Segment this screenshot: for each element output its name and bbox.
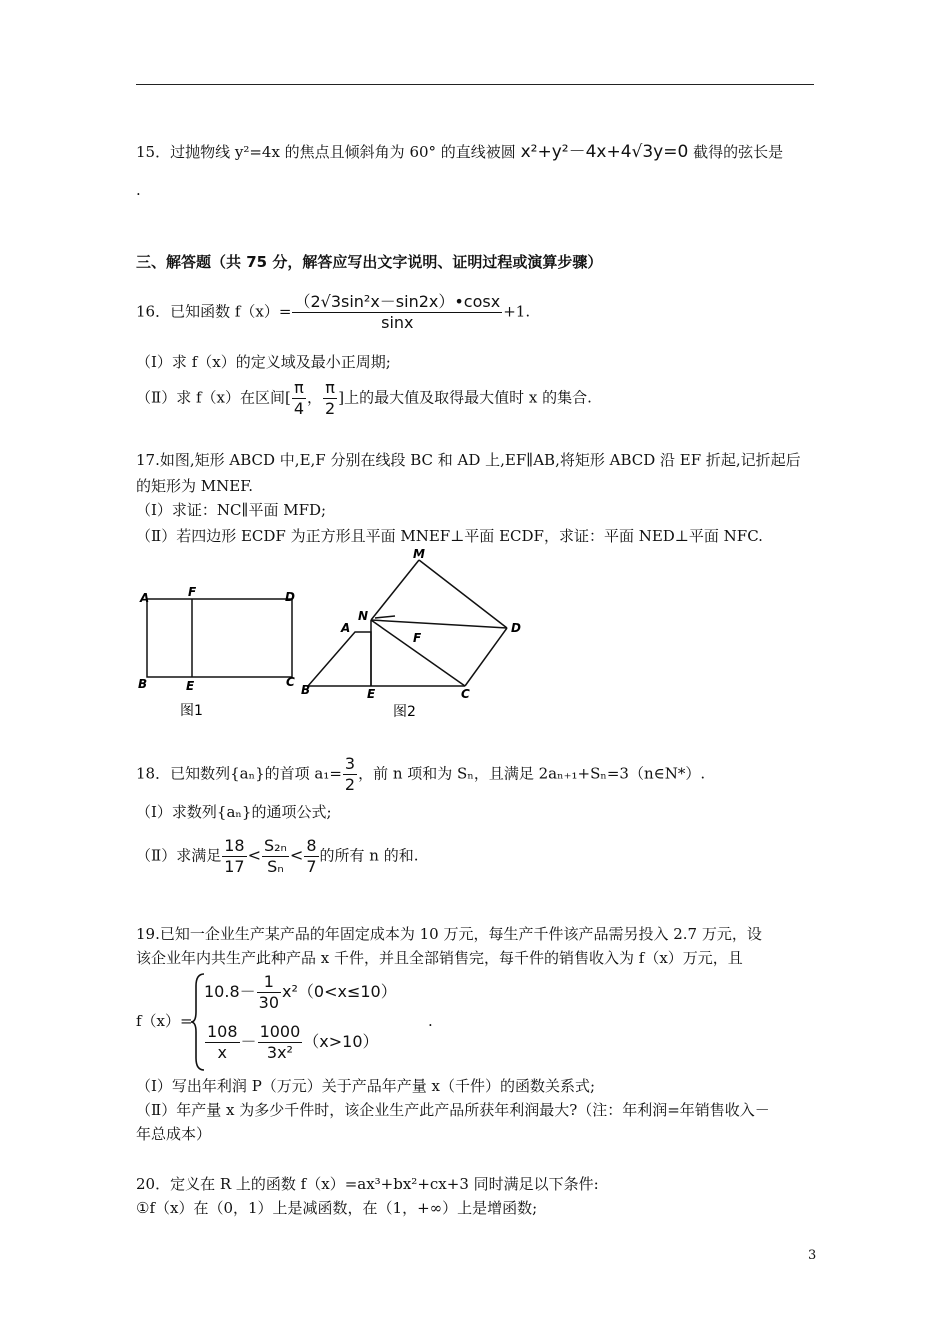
q19-case2-minus: － bbox=[240, 1032, 257, 1051]
q19-tail-dot: . bbox=[428, 1012, 433, 1030]
fig2-label-e: E bbox=[367, 687, 376, 701]
fig1-label-d: D bbox=[285, 590, 295, 604]
page-number: 3 bbox=[808, 1248, 817, 1263]
q18-part2 bbox=[136, 836, 418, 877]
q16-frac2-num: π bbox=[323, 378, 337, 399]
q18-right-den: 7 bbox=[306, 857, 317, 876]
q17-line1: 17.如图,矩形 ABCD 中,E,F 分别在线段 BC 和 AD 上,EF∥AB,将矩形 ABCD 沿 EF 折起,记折起后 bbox=[136, 451, 801, 469]
q19-part2-line1: （Ⅱ）年产量 x 为多少千件时，该企业生产此产品所获年利润最大?（注：年利润=年销售收入－ bbox=[136, 1101, 770, 1119]
q19-case1 bbox=[204, 972, 397, 1013]
q18-left-den: 17 bbox=[224, 857, 245, 876]
fig1-rectangle bbox=[147, 599, 292, 677]
q19-case1-num: 1 bbox=[257, 972, 281, 993]
q18-a1-den: 2 bbox=[344, 775, 356, 794]
q18-mid-fraction bbox=[262, 836, 289, 877]
q18-rest: ，前 n 项和为 Sₙ，且满足 2aₙ₊₁+Sₙ=3（n∈N*）. bbox=[358, 764, 706, 783]
fig2-label-f: F bbox=[413, 631, 422, 645]
q19-line2: 该企业年内共生产此种产品 x 千件，并且全部销售完，每千件的销售收入为 f（x）万元，且 bbox=[136, 949, 743, 967]
q19-case2-b: （x>10） bbox=[303, 1032, 379, 1051]
fig1-caption: 图1 bbox=[180, 703, 203, 719]
q19-case2-fraction2 bbox=[258, 1022, 303, 1063]
fig2-segment-nm bbox=[371, 560, 419, 620]
q17-line2: 的矩形为 MNEF. bbox=[136, 477, 254, 495]
q15-text-a: 15．过抛物线 y²=4x 的焦点且倾斜角为 60° 的直线被圆 bbox=[136, 143, 516, 161]
q19-case2-num2: 1000 bbox=[259, 1022, 301, 1041]
q19-part2-line2: 年总成本） bbox=[136, 1125, 212, 1143]
q18-right-num: 8 bbox=[306, 836, 317, 855]
q19-case1-den: 30 bbox=[258, 993, 279, 1012]
q19-case1-b: x²（0<x≤10） bbox=[282, 982, 397, 1001]
q18-a1-fraction bbox=[343, 754, 357, 795]
fig2-label-d: D bbox=[511, 621, 521, 635]
fig1-label-f: F bbox=[188, 585, 197, 599]
q18-left-fraction bbox=[222, 836, 246, 877]
q17-part2: （Ⅱ）若四边形 ECDF 为正方形且平面 MNEF⊥平面 ECDF，求证：平面 NED⊥平面 NFC. bbox=[136, 527, 763, 545]
q15-dot: . bbox=[136, 181, 141, 199]
q19-part1: （Ⅰ）写出年利润 P（万元）关于产品年产量 x（千件）的函数关系式; bbox=[136, 1077, 596, 1095]
fig2-label-a: A bbox=[341, 621, 351, 635]
q18-line bbox=[136, 754, 705, 795]
q19-case2 bbox=[204, 1022, 379, 1063]
q18-prefix: 18．已知数列{aₙ}的首项 a₁= bbox=[136, 764, 342, 783]
q19-line1: 19.已知一企业生产某产品的年固定成本为 10 万元，每生产千件该产品需另投入 2.7 万元，设 bbox=[136, 925, 762, 943]
q16-suffix: +1. bbox=[503, 302, 531, 321]
q18-lt1: < bbox=[247, 845, 261, 865]
q16-denominator: sinx bbox=[381, 313, 414, 332]
q18-mid-den: Sₙ bbox=[267, 857, 284, 876]
q19-fx-label: f（x）= bbox=[136, 1012, 193, 1030]
q15-equation: x²+y²－4x+4√3y=0 bbox=[520, 142, 689, 162]
q16-line bbox=[136, 292, 530, 333]
q16-frac1-den: 4 bbox=[293, 399, 305, 418]
q16-part1: （Ⅰ）求 f（x）的定义域及最小正周期; bbox=[136, 353, 391, 371]
q16-part2-b: ]上的最大值及取得最大值时 x 的集合. bbox=[338, 388, 592, 407]
fig2-label-b: B bbox=[301, 683, 311, 697]
fig2-label-c: C bbox=[461, 687, 470, 701]
q18-part2-b: 的所有 n 的和. bbox=[319, 846, 419, 865]
q19-case2-den2: 3x² bbox=[266, 1043, 293, 1062]
q18-left-num: 18 bbox=[224, 836, 245, 855]
q16-numerator: （2√3sin²x－sin2x）•cosx bbox=[294, 292, 501, 311]
q15-line bbox=[136, 142, 783, 162]
q18-lt2: < bbox=[289, 845, 304, 865]
q20-line1: 20．定义在 R 上的函数 f（x）=ax³+bx²+cx+3 同时满足以下条件: bbox=[136, 1175, 599, 1193]
q16-part2-a: （Ⅱ）求 f（x）在区间[ bbox=[136, 388, 291, 407]
figure-1 bbox=[130, 582, 310, 722]
q18-right-fraction bbox=[304, 836, 318, 877]
q16-frac1-num: π bbox=[292, 378, 306, 399]
q16-part2 bbox=[136, 378, 592, 419]
q18-part2-a: （Ⅱ）求满足 bbox=[136, 846, 222, 865]
q19-case2-num1: 108 bbox=[207, 1022, 238, 1041]
fig2-segment-md bbox=[419, 560, 507, 628]
fig1-label-e: E bbox=[186, 679, 195, 693]
fig2-caption: 图2 bbox=[393, 704, 416, 720]
fig1-label-c: C bbox=[286, 675, 295, 689]
q15-text-b: 截得的弦长是 bbox=[693, 143, 784, 161]
section-title: 三、解答题（共 75 分，解答应写出文字说明、证明过程或演算步骤） bbox=[136, 253, 603, 271]
fig2-base-left bbox=[308, 632, 371, 686]
q19-case2-fraction1 bbox=[205, 1022, 240, 1063]
q16-frac2-den: 2 bbox=[325, 399, 336, 418]
q16-fraction bbox=[292, 292, 502, 333]
q20-condition1: ①f（x）在（0，1）上是减函数，在（1，+∞）上是增函数; bbox=[136, 1199, 538, 1217]
q19-case1-a: 10.8－ bbox=[204, 982, 256, 1001]
q16-comma: ， bbox=[307, 388, 323, 407]
header-rule bbox=[136, 84, 814, 85]
fig1-label-a: A bbox=[140, 591, 150, 605]
fig2-segment-nc bbox=[371, 620, 465, 686]
q19-case2-den1: x bbox=[217, 1043, 227, 1062]
q18-a1-num: 3 bbox=[344, 754, 356, 773]
q19-case1-fraction bbox=[257, 972, 281, 1013]
q18-mid-num: S₂ₙ bbox=[263, 836, 287, 855]
fig2-segment-cd bbox=[465, 628, 507, 686]
q16-frac-pi2 bbox=[323, 378, 337, 419]
fig1-label-b: B bbox=[138, 677, 148, 691]
q16-prefix: 16．已知函数 f（x）= bbox=[136, 302, 292, 321]
figure-2 bbox=[295, 548, 545, 723]
fig2-label-n: N bbox=[358, 609, 369, 623]
q18-part1: （Ⅰ）求数列{aₙ}的通项公式; bbox=[136, 803, 332, 821]
fig2-label-m: M bbox=[413, 548, 425, 561]
fig2-segment-nd bbox=[371, 620, 507, 628]
q17-part1: （Ⅰ）求证：NC∥平面 MFD; bbox=[136, 501, 327, 519]
fig2-segment-nf bbox=[375, 616, 395, 618]
q16-frac-pi4 bbox=[292, 378, 306, 419]
